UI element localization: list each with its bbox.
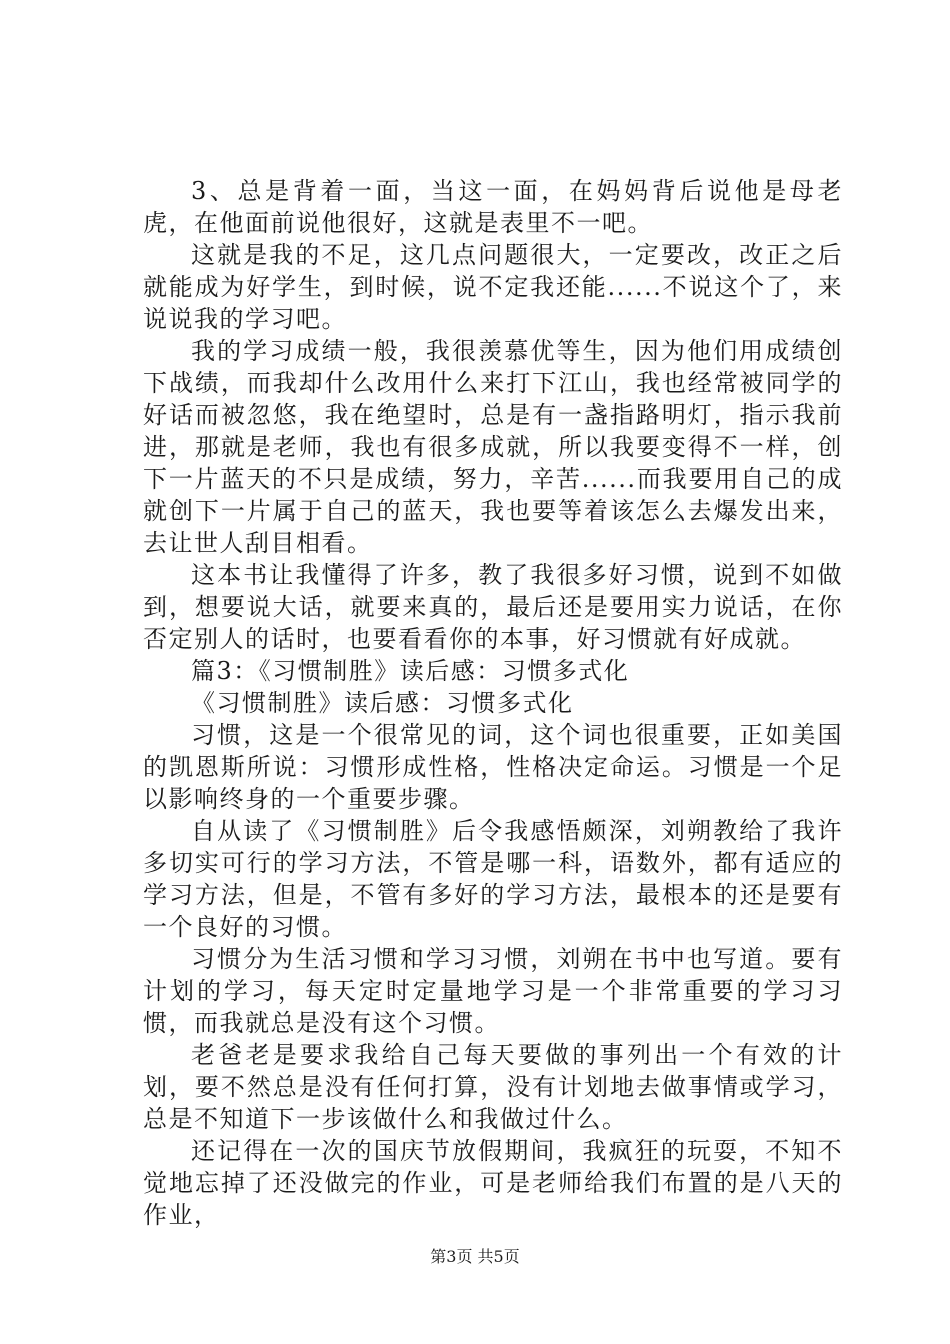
document-body xyxy=(143,175,843,1231)
article-title: 《习惯制胜》读后感：习惯多式化 xyxy=(191,689,574,717)
paragraph: 习惯分为生活习惯和学习习惯，刘朔在书中也写道。要有计划的学习，每天定时定量地学习是一个非常重要的学习习惯，而我就总是没有这个习惯。 xyxy=(143,945,843,1037)
paragraph: 老爸老是要求我给自己每天要做的事列出一个有效的计划，要不然总是没有任何打算，没有计划地去做事情或学习，总是不知道下一步该做什么和我做过什么。 xyxy=(143,1041,843,1133)
paragraph: 还记得在一次的国庆节放假期间，我疯狂的玩耍，不知不觉地忘掉了还没做完的作业，可是老师给我们布置的是八天的作业， xyxy=(143,1137,843,1229)
paragraph: 我的学习成绩一般，我很羡慕优等生，因为他们用成绩创下战绩，而我却什么改用什么来打下江山，我也经常被同学的好话而被忽悠，我在绝望时，总是有一盏指路明灯，指示我前进，那就是老师，我也有很多成就，所以我要变得不一样，创下一片蓝天的不只是成绩，努力，辛苦......而我要用自己的成就创下一片属于自己的蓝天，我也要等着该怎么去爆发出来，去让世人刮目相看。 xyxy=(143,337,843,557)
paragraph: 自从读了《习惯制胜》后令我感悟颇深，刘朔教给了我许多切实可行的学习方法，不管是哪一科，语数外，都有适应的学习方法，但是，不管有多好的学习方法，最根本的还是要有一个良好的习惯。 xyxy=(143,817,843,941)
paragraph: 3、总是背着一面，当这一面，在妈妈背后说他是母老虎，在他面前说他很好，这就是表里不一吧。 xyxy=(143,177,843,237)
page-number-footer: 第3页 共5页 xyxy=(430,1247,520,1266)
paragraph: 这本书让我懂得了许多，教了我很多好习惯，说到不如做到，想要说大话，就要来真的，最后还是要用实力说话，在你否定别人的话时，也要看看你的本事，好习惯就有好成就。 xyxy=(143,561,843,653)
section-heading: 篇3：《习惯制胜》读后感：习惯多式化 xyxy=(191,657,630,685)
paragraph: 这就是我的不足，这几点问题很大，一定要改，改正之后就能成为好学生，到时候，说不定我还能......不说这个了，来说说我的学习吧。 xyxy=(143,241,843,333)
paragraph: 习惯，这是一个很常见的词，这个词也很重要，正如美国的凯恩斯所说：习惯形成性格，性格决定命运。习惯是一个足以影响终身的一个重要步骤。 xyxy=(143,721,843,813)
